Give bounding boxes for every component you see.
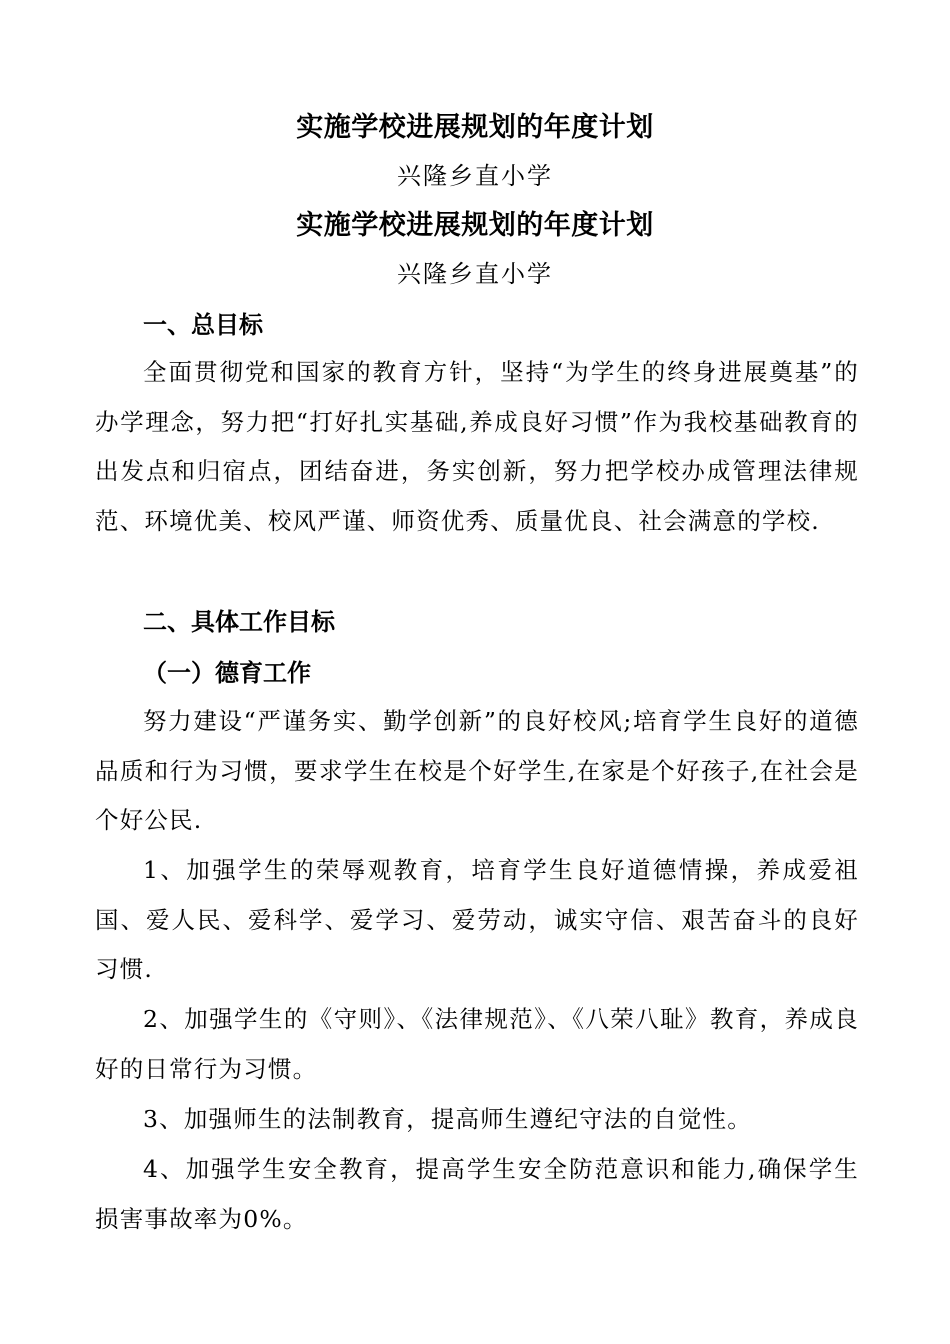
- school-name-repeat: 兴隆乡直小学: [397, 260, 553, 288]
- section-heading-specific-goals: 二、具体工作目标: [143, 608, 335, 636]
- document-title: 实施学校进展规划的年度计划: [296, 112, 654, 143]
- document-title-repeat: 实施学校进展规划的年度计划: [296, 210, 654, 241]
- paragraph-moral-education: 努力建设“严谨务实、勤学创新”的良好校风;培育学生良好的道德品质和行为习惯，要求学生在校是个好学生,在家是个好孩子,在社会是个好公民.: [95, 707, 859, 834]
- section-heading-overall-goal: 一、总目标: [143, 311, 263, 339]
- paragraph-overall-goal: 全面贯彻党和国家的教育方针，坚持“为学生的终身进展奠基”的办学理念，努力把“打好扎实基础,养成良好习惯”作为我校基础教育的出发点和归宿点，团结奋进，务实创新，努力把学校办成管理法律规范、环境优美、校风严谨、师资优秀、质量优良、社会满意的学校.: [95, 358, 859, 535]
- list-item-4: 4、加强学生安全教育，提高学生安全防范意识和能力,确保学生损害事故率为0%。: [95, 1155, 859, 1233]
- school-name: 兴隆乡直小学: [397, 162, 553, 190]
- list-item-1: 1、加强学生的荣辱观教育，培育学生良好道德情操，养成爱祖国、爱人民、爱科学、爱学习、爱劳动，诚实守信、艰苦奋斗的良好习惯.: [95, 856, 859, 983]
- subsection-heading-moral-education: （一）德育工作: [143, 659, 311, 687]
- list-item-2: 2、加强学生的《守则》、《法律规范》、《八荣八耻》教育，养成良好的日常行为习惯。: [95, 1005, 859, 1083]
- list-item-3: 3、加强师生的法制教育，提高师生遵纪守法的自觉性。: [143, 1105, 752, 1133]
